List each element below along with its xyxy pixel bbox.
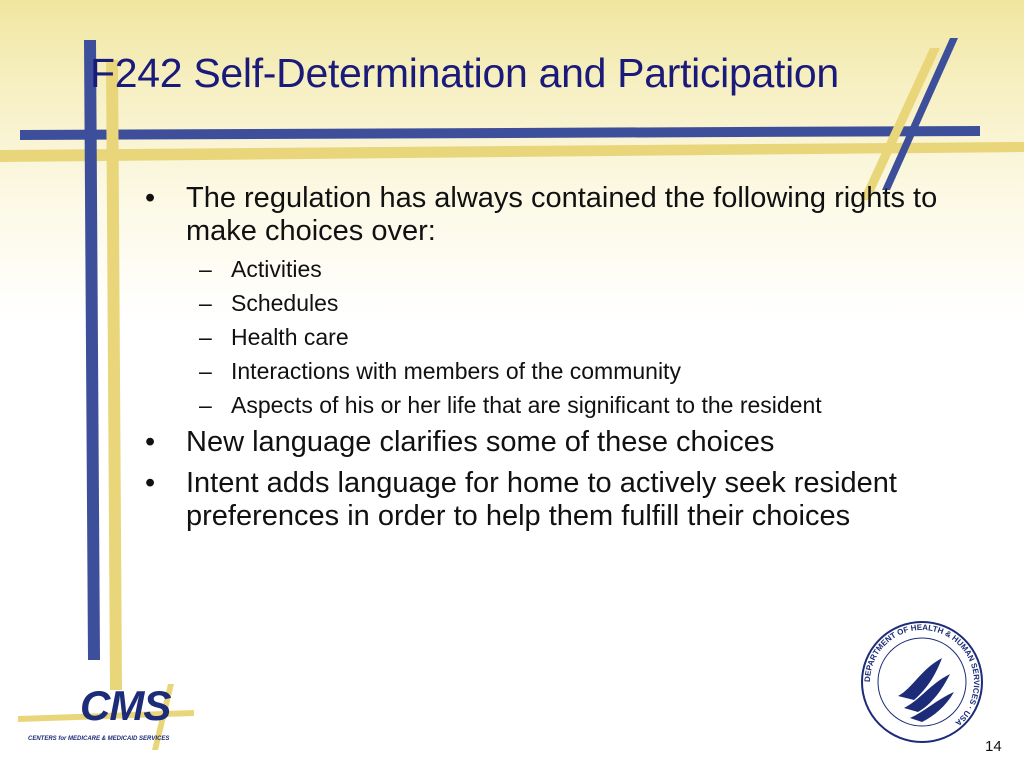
seal-text: DEPARTMENT OF HEALTH & HUMAN SERVICES · USA — [862, 622, 982, 728]
sub-bullet-glyph: – — [199, 256, 212, 282]
sub-bullet-item — [140, 358, 960, 384]
page-number: 14 — [985, 738, 1002, 755]
bullet-item — [140, 426, 960, 459]
bullet-text: Intent adds language for home to actively seek resident preferences in order to help them fulfill their choices — [186, 467, 897, 532]
sub-bullet-glyph: – — [199, 324, 212, 350]
cms-logo-subtitle: CENTERS for MEDICARE & MEDICAID SERVICES — [28, 736, 170, 742]
hhs-seal-icon — [858, 618, 986, 746]
blue-horizontal-stripe — [20, 126, 980, 140]
sub-bullet-list — [140, 256, 960, 418]
sub-bullet-text: Aspects of his or her life that are significant to the resident — [231, 392, 822, 418]
sub-bullet-item — [140, 256, 960, 282]
bullet-glyph: • — [145, 182, 156, 214]
sub-bullet-item — [140, 290, 960, 316]
sub-bullet-text: Interactions with members of the community — [231, 358, 681, 384]
sub-bullet-glyph: – — [199, 358, 212, 384]
sub-bullet-text: Schedules — [231, 290, 339, 316]
slide-content — [140, 182, 960, 541]
bullet-item — [140, 182, 960, 248]
sub-bullet-item — [140, 392, 871, 418]
gold-horizontal-stripe — [0, 142, 1024, 162]
blue-diagonal-stripe — [882, 38, 958, 190]
bullet-glyph: • — [145, 426, 156, 458]
sub-bullet-text: Activities — [231, 256, 322, 282]
sub-bullet-glyph: – — [199, 290, 212, 316]
cms-logo-text: CMS — [80, 682, 171, 729]
bullet-text: New language clarifies some of these choices — [186, 426, 775, 458]
sub-bullet-glyph: – — [199, 392, 212, 418]
bullet-item — [140, 467, 906, 533]
gold-diagonal-stripe — [860, 48, 940, 200]
bullet-glyph: • — [145, 467, 156, 499]
slide-title: F242 Self-Determination and Participation — [90, 50, 839, 96]
sub-bullet-text: Health care — [231, 324, 349, 350]
sub-bullet-item — [140, 324, 960, 350]
bullet-text: The regulation has always contained the following rights to make choices over: — [186, 182, 938, 247]
